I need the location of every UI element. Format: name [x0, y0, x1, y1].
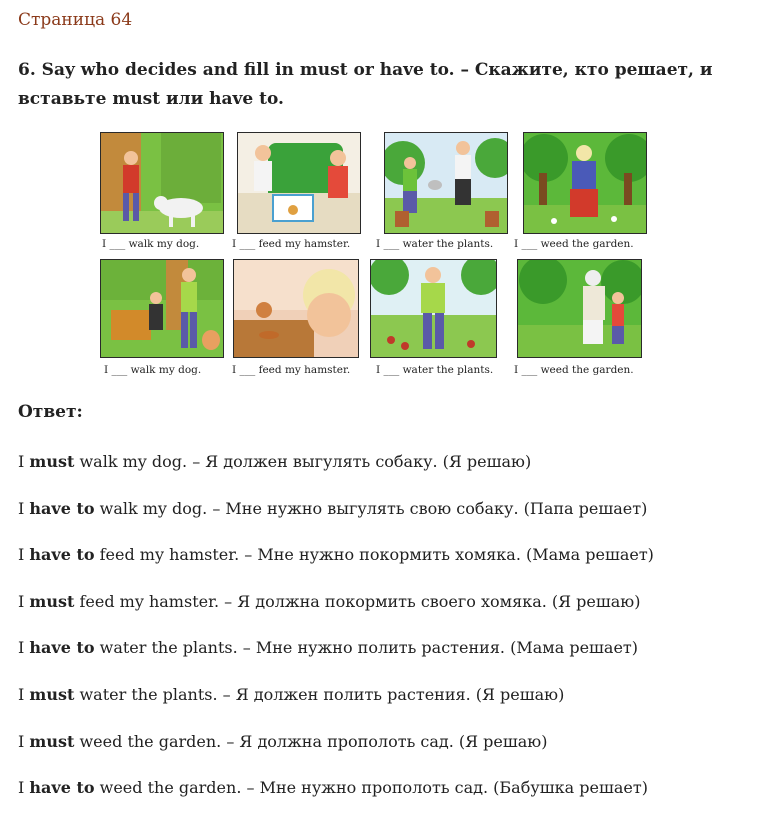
- answer-label: Ответ:: [18, 402, 83, 422]
- answer-rest: weed the garden. – Я должна прополоть сад. (Я решаю): [74, 731, 548, 751]
- caption-bottom-4: I ___ weed the garden.: [514, 364, 634, 376]
- answer-modal: have to: [29, 498, 95, 518]
- answer-line: [18, 588, 758, 635]
- answer-line: [18, 448, 758, 495]
- answer-subject: I: [18, 778, 25, 798]
- answer-modal: must: [29, 452, 75, 471]
- answer-list: [18, 448, 758, 821]
- task-heading: 6. Say who decides and fill in must or have to. – Скажите, кто решает, и вставьте must или have to.: [18, 60, 713, 109]
- answer-rest: walk my dog. – Я должен выгулять собаку. (Я решаю): [74, 452, 532, 471]
- answer-line: [18, 728, 758, 775]
- picture-water-plants-1: [384, 132, 508, 234]
- caption-bottom-1: I ___ walk my dog.: [104, 364, 202, 376]
- picture-weed-garden-2: [517, 259, 642, 358]
- answer-subject: I: [18, 591, 25, 611]
- answer-rest: walk my dog. – Мне нужно выгулять свою собаку. (Папа решает): [94, 498, 648, 518]
- picture-weed-garden-1: [523, 132, 647, 234]
- answer-subject: I: [18, 638, 25, 658]
- answer-modal: have to: [29, 545, 95, 565]
- answer-modal: must: [29, 684, 75, 704]
- page-label: Страница 64: [18, 10, 133, 30]
- answer-line: [18, 495, 758, 542]
- caption-top-3: I ___ water the plants.: [376, 238, 494, 250]
- caption-top-2: I ___ feed my hamster.: [232, 238, 351, 250]
- answer-subject: I: [18, 731, 25, 751]
- answer-line: [18, 774, 758, 821]
- answer-line: [18, 634, 758, 681]
- answer-rest: feed my hamster. – Я должна покормить своего хомяка. (Я решаю): [74, 591, 641, 611]
- answer-rest: water the plants. – Мне нужно полить растения. (Мама решает): [94, 638, 639, 658]
- picture-walk-dog-1: [100, 132, 224, 234]
- picture-walk-dog-2: [100, 259, 224, 358]
- picture-feed-hamster-2: [233, 259, 359, 358]
- caption-top-4: I ___ weed the garden.: [514, 238, 634, 250]
- answer-line: [18, 541, 758, 588]
- answer-modal: must: [29, 731, 75, 751]
- exercise-illustration: [100, 132, 660, 380]
- picture-water-plants-2: [370, 259, 497, 358]
- caption-top-1: I ___ walk my dog.: [102, 238, 200, 250]
- answer-modal: have to: [29, 638, 95, 658]
- answer-subject: I: [18, 684, 25, 704]
- answer-modal: must: [29, 591, 75, 611]
- answer-rest: weed the garden. – Мне нужно прополоть сад. (Бабушка решает): [94, 778, 648, 798]
- answer-subject: I: [18, 452, 25, 471]
- answer-subject: I: [18, 498, 25, 518]
- answer-subject: I: [18, 545, 25, 565]
- caption-bottom-2: I ___ feed my hamster.: [232, 364, 351, 376]
- answer-rest: feed my hamster. – Мне нужно покормить хомяка. (Мама решает): [94, 545, 654, 565]
- answer-line: [18, 681, 758, 728]
- answer-rest: water the plants. – Я должен полить растения. (Я решаю): [74, 684, 565, 704]
- caption-bottom-3: I ___ water the plants.: [376, 364, 494, 376]
- picture-feed-hamster-1: [237, 132, 361, 234]
- answer-modal: have to: [29, 778, 95, 798]
